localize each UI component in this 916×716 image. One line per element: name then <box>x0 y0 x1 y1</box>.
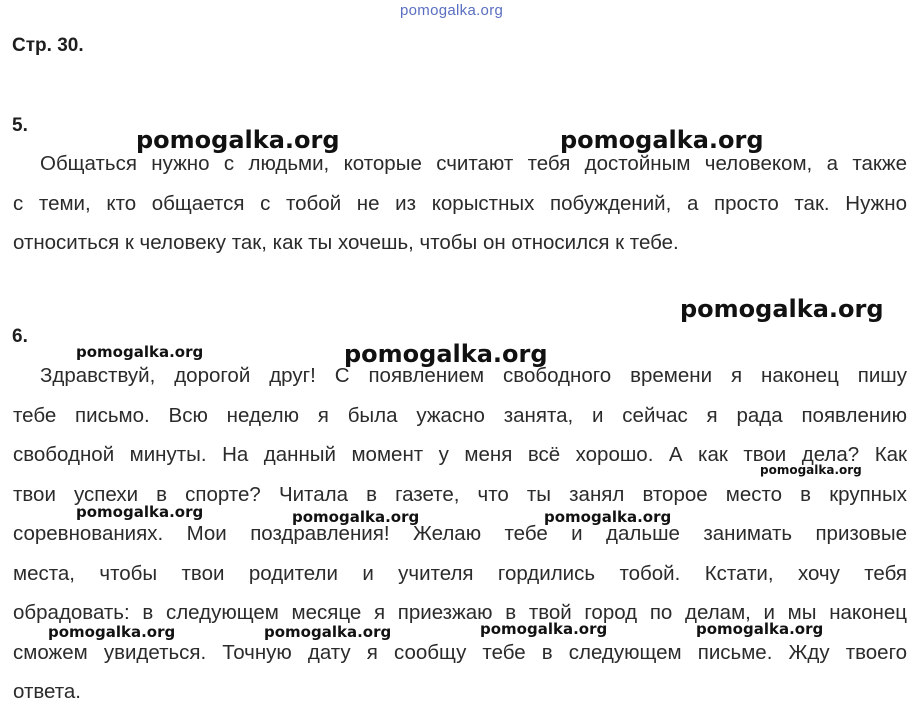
task-6-line: твои успехи в спорте? Читала в газете, что ты занял второе место в крупных <box>13 482 907 506</box>
task-6-line: сможем увидеться. Точную дату я сообщу тебе в следующем письме. Жду твоего <box>13 640 907 664</box>
task-6-line: места, чтобы твои родители и учителя гордились тобой. Кстати, хочу тебя <box>13 561 907 585</box>
task-6-line: тебе письмо. Всю неделю я была ужасно занята, и сейчас я рада появлению <box>13 403 907 427</box>
watermark: pomogalka.org <box>48 623 176 641</box>
page-title: Стр. 30. <box>12 35 84 56</box>
watermark: pomogalka.org <box>76 503 204 521</box>
watermark: pomogalka.org <box>696 620 824 638</box>
task-5-number: 5. <box>12 115 28 136</box>
task-6-line: свободной минуты. На данный момент у меня всё хорошо. А как твои дела? Как <box>13 443 907 466</box>
task-5-line: Общаться нужно с людьми, которые считают тебя достойным человеком, а также <box>40 152 907 175</box>
task-6-number: 6. <box>12 326 28 347</box>
watermark: pomogalka.org <box>136 126 340 154</box>
watermark: pomogalka.org <box>560 126 764 154</box>
watermark: pomogalka.org <box>344 340 548 368</box>
watermark: pomogalka.org <box>292 508 420 526</box>
task-6-line: Здравствуй, дорогой друг! С появлением свободного времени я наконец пишу <box>40 364 907 387</box>
watermark: pomogalka.org <box>544 508 672 526</box>
task-5-line: с теми, кто общается с тобой не из корыстных побуждений, а просто так. Нужно <box>13 191 907 215</box>
task-5-text <box>13 144 907 263</box>
task-5-line: относиться к человеку так, как ты хочешь, чтобы он относился к тебе. <box>13 231 679 254</box>
watermark: pomogalka.org <box>76 343 204 361</box>
header-watermark: pomogalka.org <box>400 2 504 19</box>
task-6-line: соревнованиях. Мои поздравления! Желаю тебе и дальше занимать призовые <box>13 522 907 545</box>
watermark: pomogalka.org <box>760 463 862 477</box>
task-6-text <box>13 356 907 712</box>
task-6-line: обрадовать: в следующем месяце я приезжаю в твой город по делам, и мы наконец <box>13 601 907 624</box>
watermark: pomogalka.org <box>480 620 608 638</box>
watermark: pomogalka.org <box>680 295 884 323</box>
watermark: pomogalka.org <box>264 623 392 641</box>
task-6-line: ответа. <box>13 680 81 703</box>
